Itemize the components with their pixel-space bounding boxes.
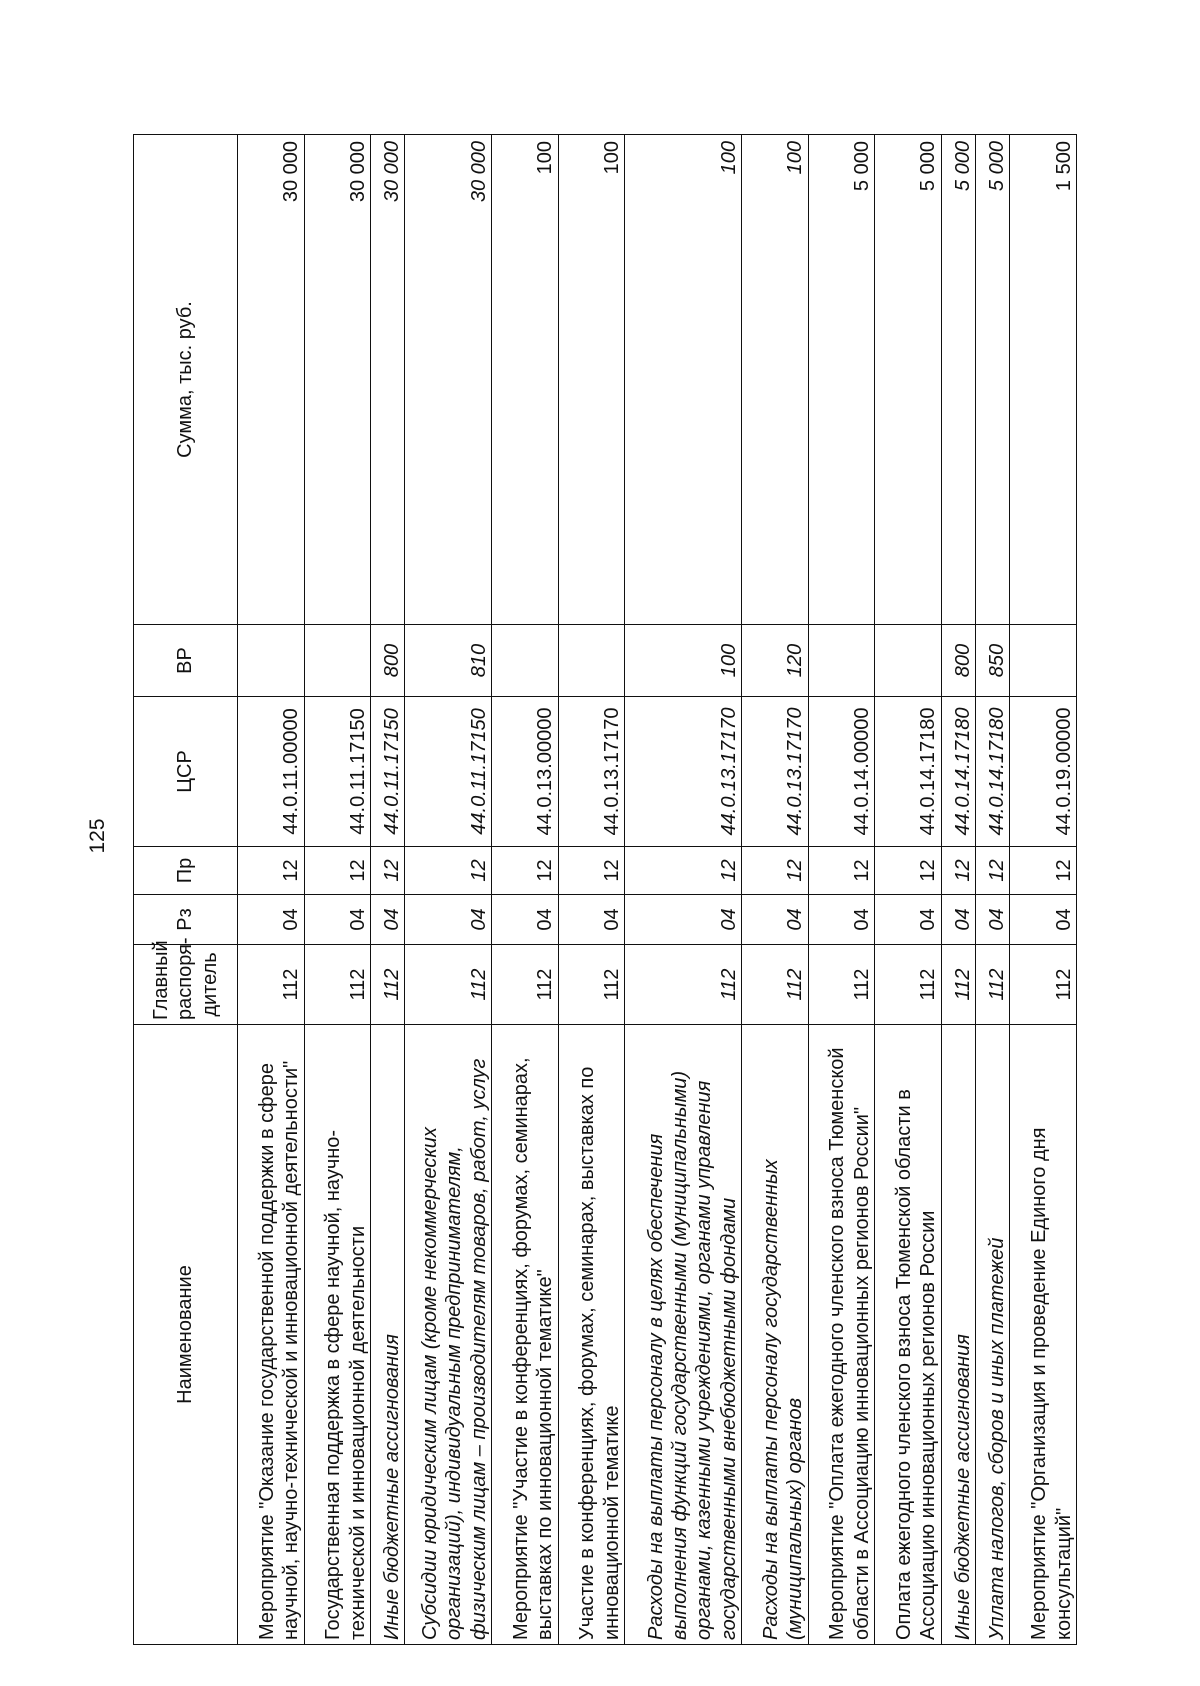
table-row — [405, 135, 492, 1645]
cell-csr: 44.0.13.00000 — [492, 697, 559, 847]
cell-gr: 112 — [492, 945, 559, 1025]
table-row — [1010, 135, 1077, 1645]
cell-name: Уплата налогов, сборов и иных платежей — [976, 1025, 1010, 1645]
cell-vr: 800 — [941, 625, 975, 697]
cell-vr: 810 — [405, 625, 492, 697]
cell-rz: 04 — [405, 895, 492, 945]
cell-gr: 112 — [742, 945, 809, 1025]
cell-sum: 100 — [742, 135, 809, 625]
cell-vr: 800 — [371, 625, 405, 697]
table-row — [238, 135, 305, 1645]
cell-csr: 44.0.11.17150 — [371, 697, 405, 847]
cell-gr: 112 — [304, 945, 371, 1025]
table-row — [742, 135, 809, 1645]
cell-sum: 5 000 — [941, 135, 975, 625]
cell-rz: 04 — [238, 895, 305, 945]
budget-table — [133, 134, 1077, 1645]
cell-gr: 112 — [625, 945, 742, 1025]
cell-vr: 850 — [976, 625, 1010, 697]
header-vr: ВР — [134, 625, 238, 697]
cell-sum: 5 000 — [976, 135, 1010, 625]
cell-name: Государственная поддержка в сфере научной, научно-технической и инновационной деятельности — [304, 1025, 371, 1645]
cell-gr: 112 — [371, 945, 405, 1025]
cell-pr: 12 — [1010, 847, 1077, 895]
cell-rz: 04 — [1010, 895, 1077, 945]
cell-rz: 04 — [558, 895, 625, 945]
cell-rz: 04 — [875, 895, 942, 945]
cell-csr: 44.0.11.17150 — [304, 697, 371, 847]
cell-csr: 44.0.19.00000 — [1010, 697, 1077, 847]
table-row — [492, 135, 559, 1645]
page-number: 125 — [86, 818, 109, 854]
table-row — [371, 135, 405, 1645]
cell-pr: 12 — [941, 847, 975, 895]
cell-rz: 04 — [625, 895, 742, 945]
cell-sum: 30 000 — [405, 135, 492, 625]
cell-sum: 30 000 — [238, 135, 305, 625]
cell-vr — [1010, 625, 1077, 697]
budget-table-rotated — [133, 135, 1077, 1645]
cell-pr: 12 — [976, 847, 1010, 895]
cell-pr: 12 — [742, 847, 809, 895]
cell-csr: 44.0.11.00000 — [238, 697, 305, 847]
table-row — [976, 135, 1010, 1645]
cell-sum: 100 — [492, 135, 559, 625]
cell-csr: 44.0.14.17180 — [875, 697, 942, 847]
cell-sum: 5 000 — [808, 135, 875, 625]
cell-name: Иные бюджетные ассигнования — [371, 1025, 405, 1645]
cell-gr: 112 — [976, 945, 1010, 1025]
cell-name: Расходы на выплаты персоналу государственных (муниципальных) органов — [742, 1025, 809, 1645]
cell-csr: 44.0.13.17170 — [558, 697, 625, 847]
cell-gr: 112 — [1010, 945, 1077, 1025]
cell-gr: 112 — [238, 945, 305, 1025]
cell-sum: 1 500 — [1010, 135, 1077, 625]
cell-name: Расходы на выплаты персоналу в целях обеспечения выполнения функций государственными (муниципальными) органами, казенными учреждениями, органами управления государственными внебюджетными фондами — [625, 1025, 742, 1645]
table-row — [304, 135, 371, 1645]
cell-vr: 120 — [742, 625, 809, 697]
cell-rz: 04 — [976, 895, 1010, 945]
cell-csr: 44.0.14.17180 — [941, 697, 975, 847]
cell-sum: 5 000 — [875, 135, 942, 625]
cell-pr: 12 — [625, 847, 742, 895]
cell-name: Участие в конференциях, форумах, семинарах, выставках по инновационной тематике — [558, 1025, 625, 1645]
cell-sum: 100 — [558, 135, 625, 625]
cell-name: Мероприятие "Участие в конференциях, форумах, семинарах, выставках по инновационной тематике" — [492, 1025, 559, 1645]
cell-sum: 30 000 — [304, 135, 371, 625]
cell-rz: 04 — [742, 895, 809, 945]
cell-rz: 04 — [941, 895, 975, 945]
cell-pr: 12 — [875, 847, 942, 895]
cell-name: Субсидии юридическим лицам (кроме некоммерческих организаций), индивидуальным предпринимателям, физическим лицам – производителям товаров, работ, услуг — [405, 1025, 492, 1645]
cell-sum: 100 — [625, 135, 742, 625]
cell-rz: 04 — [808, 895, 875, 945]
table-row — [808, 135, 875, 1645]
cell-vr — [238, 625, 305, 697]
cell-vr — [808, 625, 875, 697]
table-row — [558, 135, 625, 1645]
cell-pr: 12 — [371, 847, 405, 895]
cell-name: Мероприятие "Оказание государственной поддержки в сфере научной, научно-технической и инновационной деятельности" — [238, 1025, 305, 1645]
cell-csr: 44.0.14.00000 — [808, 697, 875, 847]
header-main-manager: Главный распоря-дитель — [134, 945, 238, 1025]
cell-gr: 112 — [405, 945, 492, 1025]
header-pr: Пр — [134, 847, 238, 895]
cell-vr — [304, 625, 371, 697]
table-row — [875, 135, 942, 1645]
header-csr: ЦСР — [134, 697, 238, 847]
table-row — [625, 135, 742, 1645]
cell-gr: 112 — [558, 945, 625, 1025]
header-sum: Сумма, тыс. руб. — [134, 135, 238, 625]
cell-gr: 112 — [808, 945, 875, 1025]
cell-vr: 100 — [625, 625, 742, 697]
cell-gr: 112 — [875, 945, 942, 1025]
cell-vr — [492, 625, 559, 697]
cell-name: Иные бюджетные ассигнования — [941, 1025, 975, 1645]
cell-pr: 12 — [808, 847, 875, 895]
header-rz: Рз — [134, 895, 238, 945]
cell-vr — [558, 625, 625, 697]
cell-name: Оплата ежегодного членского взноса Тюменской области в Ассоциацию инновационных регионов России — [875, 1025, 942, 1645]
cell-csr: 44.0.14.17180 — [976, 697, 1010, 847]
cell-csr: 44.0.13.17170 — [625, 697, 742, 847]
table-header-row — [134, 135, 238, 1645]
cell-pr: 12 — [405, 847, 492, 895]
cell-rz: 04 — [371, 895, 405, 945]
cell-pr: 12 — [492, 847, 559, 895]
cell-pr: 12 — [304, 847, 371, 895]
cell-name: Мероприятие "Организация и проведение Единого дня консультаций" — [1010, 1025, 1077, 1645]
cell-pr: 12 — [238, 847, 305, 895]
cell-gr: 112 — [941, 945, 975, 1025]
cell-rz: 04 — [304, 895, 371, 945]
cell-vr — [875, 625, 942, 697]
header-name: Наименование — [134, 1025, 238, 1645]
cell-sum: 30 000 — [371, 135, 405, 625]
cell-pr: 12 — [558, 847, 625, 895]
table-row — [941, 135, 975, 1645]
cell-csr: 44.0.11.17150 — [405, 697, 492, 847]
cell-csr: 44.0.13.17170 — [742, 697, 809, 847]
cell-name: Мероприятие "Оплата ежегодного членского взноса Тюменской области в Ассоциацию инновационных регионов России" — [808, 1025, 875, 1645]
cell-rz: 04 — [492, 895, 559, 945]
